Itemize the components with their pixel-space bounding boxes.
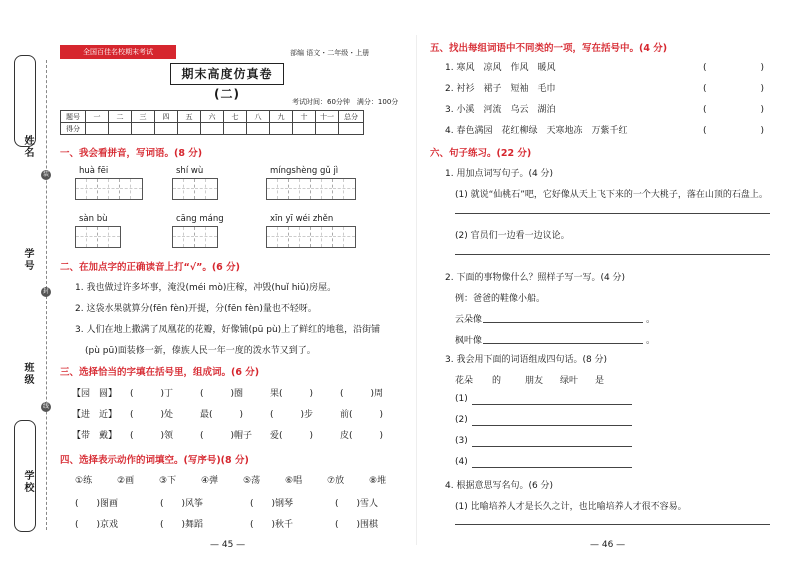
s4-blank[interactable]: ( )图画 (75, 499, 119, 509)
s4-blank[interactable]: ( )钢琴 (250, 499, 294, 509)
grid-cell[interactable] (289, 227, 311, 247)
score-header-cell: 十 (293, 111, 316, 123)
q1-title: 1. 用加点词写句子。(4 分) (445, 169, 554, 179)
score-header-cell: 十一 (316, 111, 339, 123)
s4-option: ①练 (75, 476, 93, 486)
grid-cell[interactable] (267, 179, 289, 199)
score-header-cell: 题号 (61, 111, 86, 123)
s3-blank[interactable]: ( )领 (130, 431, 174, 441)
s4-option: ②画 (117, 476, 135, 486)
s5-row: 4. 春色满园 花红柳绿 天寒地冻 万紫千红 (445, 126, 628, 136)
score-header-cell: 五 (178, 111, 201, 123)
s4-option: ⑦放 (327, 476, 345, 486)
score-header-cell: 一 (86, 111, 109, 123)
grid-cell[interactable] (173, 227, 195, 247)
s3-blank[interactable]: 果( ) (270, 389, 314, 399)
grid-cell[interactable] (311, 227, 333, 247)
score-input-cell[interactable] (270, 123, 293, 135)
section-5-title: 五、找出每组词语中不同类的一项，写在括号中。(4 分) (430, 43, 668, 54)
school-box (14, 420, 36, 532)
q3-title: 3. 我会用下面的词语组成四句话。(8 分) (445, 355, 608, 365)
answer-line[interactable] (455, 254, 770, 255)
writing-grid[interactable] (75, 226, 121, 248)
writing-grid[interactable] (266, 226, 356, 248)
grid-cell[interactable] (76, 179, 98, 199)
section-6-title: 六、句子练习。(22 分) (430, 148, 532, 159)
s3-key: 【园 圆】 (72, 389, 118, 399)
pinyin-label: míngshèng gǔ jì (270, 166, 339, 176)
writing-grid[interactable] (266, 178, 356, 200)
grid-cell[interactable] (289, 179, 311, 199)
writing-grid[interactable] (172, 226, 218, 248)
answer-line[interactable] (472, 446, 632, 447)
score-header-cell: 九 (270, 111, 293, 123)
binding-strip (0, 0, 58, 576)
s4-blank[interactable]: ( )京戏 (75, 520, 119, 530)
s4-blank[interactable]: ( )秋千 (250, 520, 294, 530)
q2-prompt-a: 云朵像 (455, 315, 483, 325)
q3-word: 是 (595, 376, 605, 386)
s4-blank[interactable]: ( )雪人 (335, 499, 379, 509)
s3-key: 【带 戴】 (72, 431, 118, 441)
exam-info: 考试时间：60分钟 满分：100分 (292, 98, 399, 106)
pinyin-label: sàn bù (79, 214, 108, 224)
pinyin-label: shí wù (176, 166, 204, 176)
s4-blank[interactable]: ( )围棋 (335, 520, 379, 530)
section-3-title: 三、选择恰当的字填在括号里，组成词。(6 分) (60, 367, 260, 378)
s4-option: ⑤荡 (243, 476, 261, 486)
q4-title: 4. 根据意思写名句。(6 分) (445, 481, 554, 491)
q3-number: (1) (455, 394, 468, 404)
score-input-cell[interactable] (86, 123, 109, 135)
label-name: 姓名 (22, 135, 33, 159)
q3-number: (4) (455, 457, 468, 467)
answer-line[interactable] (472, 467, 632, 468)
label-school: 学校 (22, 470, 33, 494)
q2-title: 2. 下面的事物像什么？照样子写一写。(4 分) (445, 273, 626, 283)
score-header-cell: 八 (247, 111, 270, 123)
answer-line[interactable] (472, 404, 632, 405)
name-box (14, 55, 36, 147)
page-number-right: — 46 — (590, 540, 626, 550)
answer-line[interactable] (455, 213, 770, 214)
s4-blank[interactable]: ( )风筝 (160, 499, 204, 509)
s3-blank[interactable]: ( )帽子 (200, 431, 253, 441)
s4-option: ⑥唱 (285, 476, 303, 486)
grid-cell[interactable] (333, 179, 355, 199)
s3-blank[interactable]: 皮( ) (340, 431, 384, 441)
answer-line[interactable] (483, 322, 643, 323)
pinyin-label: cāng máng (176, 214, 224, 224)
score-table (60, 110, 364, 135)
writing-grid[interactable] (75, 178, 143, 200)
grid-cell[interactable] (311, 179, 333, 199)
binding-mark: 装 (42, 171, 49, 178)
s2-line: (pù pū)面装修一新，傣族人民一年一度的泼水节又到了。 (85, 346, 316, 356)
pinyin-label: xīn yī wéi zhěn (270, 214, 334, 224)
score-input-cell[interactable] (339, 123, 364, 135)
period: 。 (646, 315, 656, 325)
score-header-cell: 二 (109, 111, 132, 123)
s5-answer-bracket[interactable]: ( ) (703, 63, 765, 73)
s3-blank[interactable]: 最( ) (200, 410, 244, 420)
grid-cell[interactable] (333, 227, 355, 247)
edition-label: 部编 语文・二年级・上册 (290, 49, 370, 57)
answer-line[interactable] (472, 425, 632, 426)
grid-cell[interactable] (76, 227, 98, 247)
q3-word: 朋友 (525, 376, 544, 386)
binding-mark: 封 (42, 288, 49, 295)
s5-row: 3. 小溪 河流 乌云 湖泊 (445, 105, 556, 115)
score-header-cell: 六 (201, 111, 224, 123)
score-input-cell[interactable] (155, 123, 178, 135)
section-4-title: 四、选择表示动作的词填空。(写序号)(8 分) (60, 455, 249, 466)
writing-grid[interactable] (172, 178, 218, 200)
section-1-title: 一、我会看拼音，写词语。(8 分) (60, 148, 203, 159)
s4-blank[interactable]: ( )舞蹈 (160, 520, 204, 530)
page-title: 期末高度仿真卷(二) (170, 63, 284, 85)
s3-blank[interactable]: 前( ) (340, 410, 384, 420)
pinyin-label: huà fēi (79, 166, 109, 176)
binding-mark: 线 (42, 403, 49, 410)
s5-answer-bracket[interactable]: ( ) (703, 84, 765, 94)
grid-cell[interactable] (195, 179, 217, 199)
score-input-cell[interactable] (293, 123, 316, 135)
q3-word: 绿叶 (560, 376, 579, 386)
score-label-cell: 得分 (61, 123, 86, 135)
grid-cell[interactable] (173, 179, 195, 199)
score-input-cell[interactable] (201, 123, 224, 135)
s5-row: 1. 寒风 凉风 作风 暖风 (445, 63, 556, 73)
s3-blank[interactable]: ( )步 (270, 410, 314, 420)
s3-blank[interactable]: ( )圈 (200, 389, 244, 399)
label-class: 班级 (22, 362, 33, 386)
s5-row: 2. 衬衫 裙子 短袖 毛巾 (445, 84, 556, 94)
score-input-cell[interactable] (109, 123, 132, 135)
s2-line: 3. 人们在地上撒满了凤凰花的花瓣，好像铺(pū pù)上了鲜红的地毯，沿街铺 (75, 325, 381, 335)
s4-option: ⑧堆 (369, 476, 387, 486)
page-divider (416, 35, 417, 545)
answer-line[interactable] (483, 343, 643, 344)
score-input-cell[interactable] (247, 123, 270, 135)
q2-example: 例：爸爸的鞋像小船。 (455, 294, 546, 304)
score-header-cell: 七 (224, 111, 247, 123)
grid-cell[interactable] (195, 227, 217, 247)
score-input-cell[interactable] (316, 123, 339, 135)
grid-cell[interactable] (98, 227, 120, 247)
q2-prompt-b: 枫叶像 (455, 336, 483, 346)
s3-blank[interactable]: ( )处 (130, 410, 174, 420)
grid-cell[interactable] (120, 179, 142, 199)
header-banner (60, 45, 404, 59)
score-input-cell[interactable] (224, 123, 247, 135)
grid-cell[interactable] (98, 179, 120, 199)
s5-answer-bracket[interactable]: ( ) (703, 105, 765, 115)
s4-option: ③下 (159, 476, 177, 486)
q1-sentence-1: (1) 就说“仙桃石”吧，它好像从天上飞下来的一个大桃子，落在山顶的石盘上。 (455, 190, 768, 200)
banner-text: 全国百佳名校期末考试 (60, 45, 176, 59)
q3-number: (2) (455, 415, 468, 425)
s4-option: ④弹 (201, 476, 219, 486)
s3-blank[interactable]: ( )周 (340, 389, 384, 399)
s2-line: 1. 我也做过许多坏事，淹没(méi mò)庄稼，冲毁(huǐ hiǔ)房屋。 (75, 283, 337, 293)
score-header-cell: 三 (132, 111, 155, 123)
s3-blank[interactable]: ( )丁 (130, 389, 174, 399)
q3-number: (3) (455, 436, 468, 446)
period: 。 (646, 336, 656, 346)
s3-blank[interactable]: 爱( ) (270, 431, 314, 441)
s2-line: 2. 这袋水果就算分(fēn fèn)开提，分(fēn fèn)量也不轻呀。 (75, 304, 317, 314)
label-student-id: 学号 (22, 248, 33, 272)
q1-sentence-2: (2) 官员们一边看一边议论。 (455, 231, 570, 241)
q3-word: 的 (492, 376, 502, 386)
score-header-cell: 总分 (339, 111, 364, 123)
grid-cell[interactable] (267, 227, 289, 247)
score-input-cell[interactable] (178, 123, 201, 135)
section-2-title: 二、在加点字的正确读音上打“√”。(6 分) (60, 262, 240, 273)
score-input-cell[interactable] (132, 123, 155, 135)
score-header-cell: 四 (155, 111, 178, 123)
q4-sentence-1: (1) 比喻培养人才是长久之计，也比喻培养人才很不容易。 (455, 502, 687, 512)
answer-line[interactable] (455, 524, 770, 525)
page-number-left: — 45 — (210, 540, 246, 550)
s5-answer-bracket[interactable]: ( ) (703, 126, 765, 136)
q3-word: 花朵 (455, 376, 474, 386)
s3-key: 【进 近】 (72, 410, 118, 420)
